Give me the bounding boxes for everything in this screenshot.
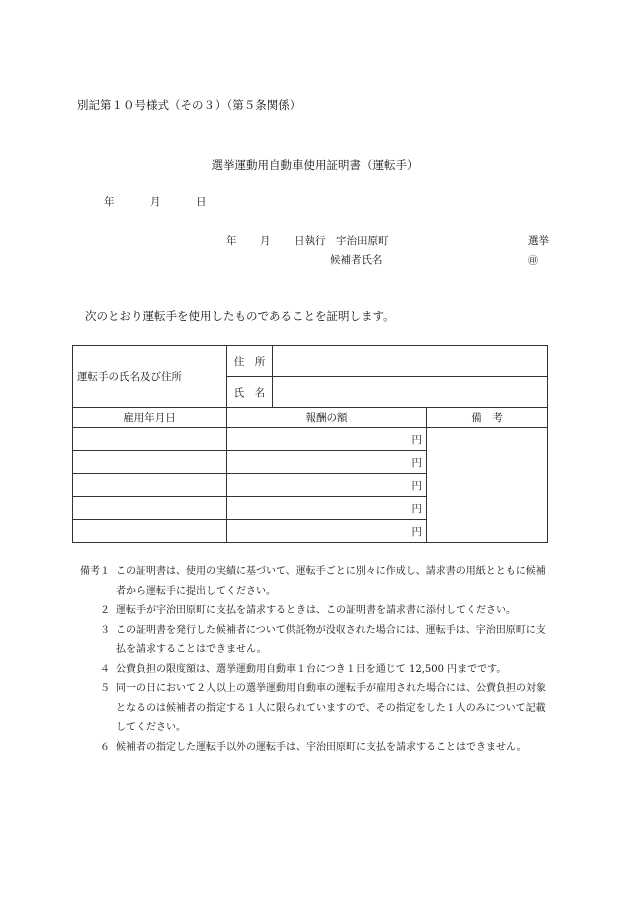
yen-unit: 円 <box>411 433 422 446</box>
address-row <box>73 346 548 377</box>
seal-mark: ㊞ <box>528 256 538 267</box>
yen-unit: 円 <box>411 502 422 515</box>
election-month-label: 月 <box>260 235 271 247</box>
note-item <box>80 562 550 601</box>
note-number: ６ <box>100 741 110 753</box>
date-month-label: 月 <box>150 196 161 208</box>
note-number: 備考１ <box>80 566 110 577</box>
notes-heading: 備考 <box>80 566 100 577</box>
employment-date-cell[interactable] <box>73 497 227 520</box>
employment-date-cell[interactable] <box>73 451 227 474</box>
name-label-cell <box>227 377 273 408</box>
note-number: ５ <box>100 683 110 694</box>
date-year-label: 年 <box>104 196 115 208</box>
note-text: 候補者の指定した運転手以外の運転手は、宇治田原町に支払を請求することはできません。 <box>116 741 527 753</box>
document-title: 選挙運動用自動車使用証明書（運転手） <box>211 158 419 172</box>
driver-label-cell <box>73 346 227 408</box>
name-value-cell[interactable] <box>273 377 548 408</box>
note-text: 公費負担の限度額は、選挙運動用自動車１台につき１日を通じて 12,500 円までです。 <box>116 663 507 675</box>
yen-unit: 円 <box>411 479 422 492</box>
notes-section <box>80 562 550 757</box>
name-label: 氏 名 <box>233 386 266 399</box>
candidate-name-label: 候補者氏名 <box>330 254 383 266</box>
table-row <box>73 428 548 451</box>
address-value-cell[interactable] <box>273 346 548 377</box>
address-label-cell <box>227 346 273 377</box>
remarks-header: 備 考 <box>427 408 548 428</box>
form-number-label: 別記第１０号様式（その３）（第５条関係） <box>77 98 302 112</box>
note-item <box>80 660 550 680</box>
compensation-cell[interactable] <box>227 497 427 520</box>
employment-date-header: 雇用年月日 <box>73 408 227 428</box>
employment-date-cell[interactable] <box>73 474 227 497</box>
note-number: ２ <box>100 605 110 616</box>
remarks-cell[interactable] <box>427 428 548 543</box>
election-year-label: 年 <box>226 235 237 247</box>
election-label: 選挙 <box>528 235 549 247</box>
employment-date-cell[interactable] <box>73 428 227 451</box>
date-day-label: 日 <box>196 196 207 208</box>
note-text: 同一の日において２人以上の選挙運動用自動車の運転手が雇用された場合には、公費負担の対象となるのは候補者の指定する１人に限られていますので、その指定をした１人のみについて記載してください。 <box>116 683 546 733</box>
note-item <box>80 738 550 758</box>
compensation-cell[interactable] <box>227 474 427 497</box>
note-number: ４ <box>100 663 110 675</box>
driver-label: 運転手の氏名及び住所 <box>77 371 182 383</box>
compensation-header: 報酬の額 <box>227 408 427 428</box>
certificate-table <box>72 345 548 543</box>
yen-unit: 円 <box>411 456 422 469</box>
compensation-cell[interactable] <box>227 520 427 543</box>
note-number: ３ <box>100 624 110 636</box>
note-text: この証明書は、使用の実績に基づいて、運転手ごとに別々に作成し、請求書の用紙とともに候補者から運転手に提出してください。 <box>116 566 546 597</box>
note-item <box>80 679 550 738</box>
note-item <box>80 621 550 660</box>
yen-unit: 円 <box>411 525 422 538</box>
note-text: この証明書を発行した候補者について供託物が没収された場合には、運転手は、宇治田原町に支払を請求することはできません。 <box>116 624 546 655</box>
employment-date-cell[interactable] <box>73 520 227 543</box>
column-header-row <box>73 408 548 428</box>
compensation-cell[interactable] <box>227 428 427 451</box>
election-execution-label: 日執行 宇治田原町 <box>294 235 389 247</box>
address-label: 住 所 <box>233 355 266 368</box>
certification-statement: 次のとおり運転手を使用したものであることを証明します。 <box>85 309 395 323</box>
note-text: 運転手が宇治田原町に支払を請求するときは、この証明書を請求書に添付してください。 <box>116 605 516 616</box>
compensation-cell[interactable] <box>227 451 427 474</box>
note-item <box>80 601 550 621</box>
